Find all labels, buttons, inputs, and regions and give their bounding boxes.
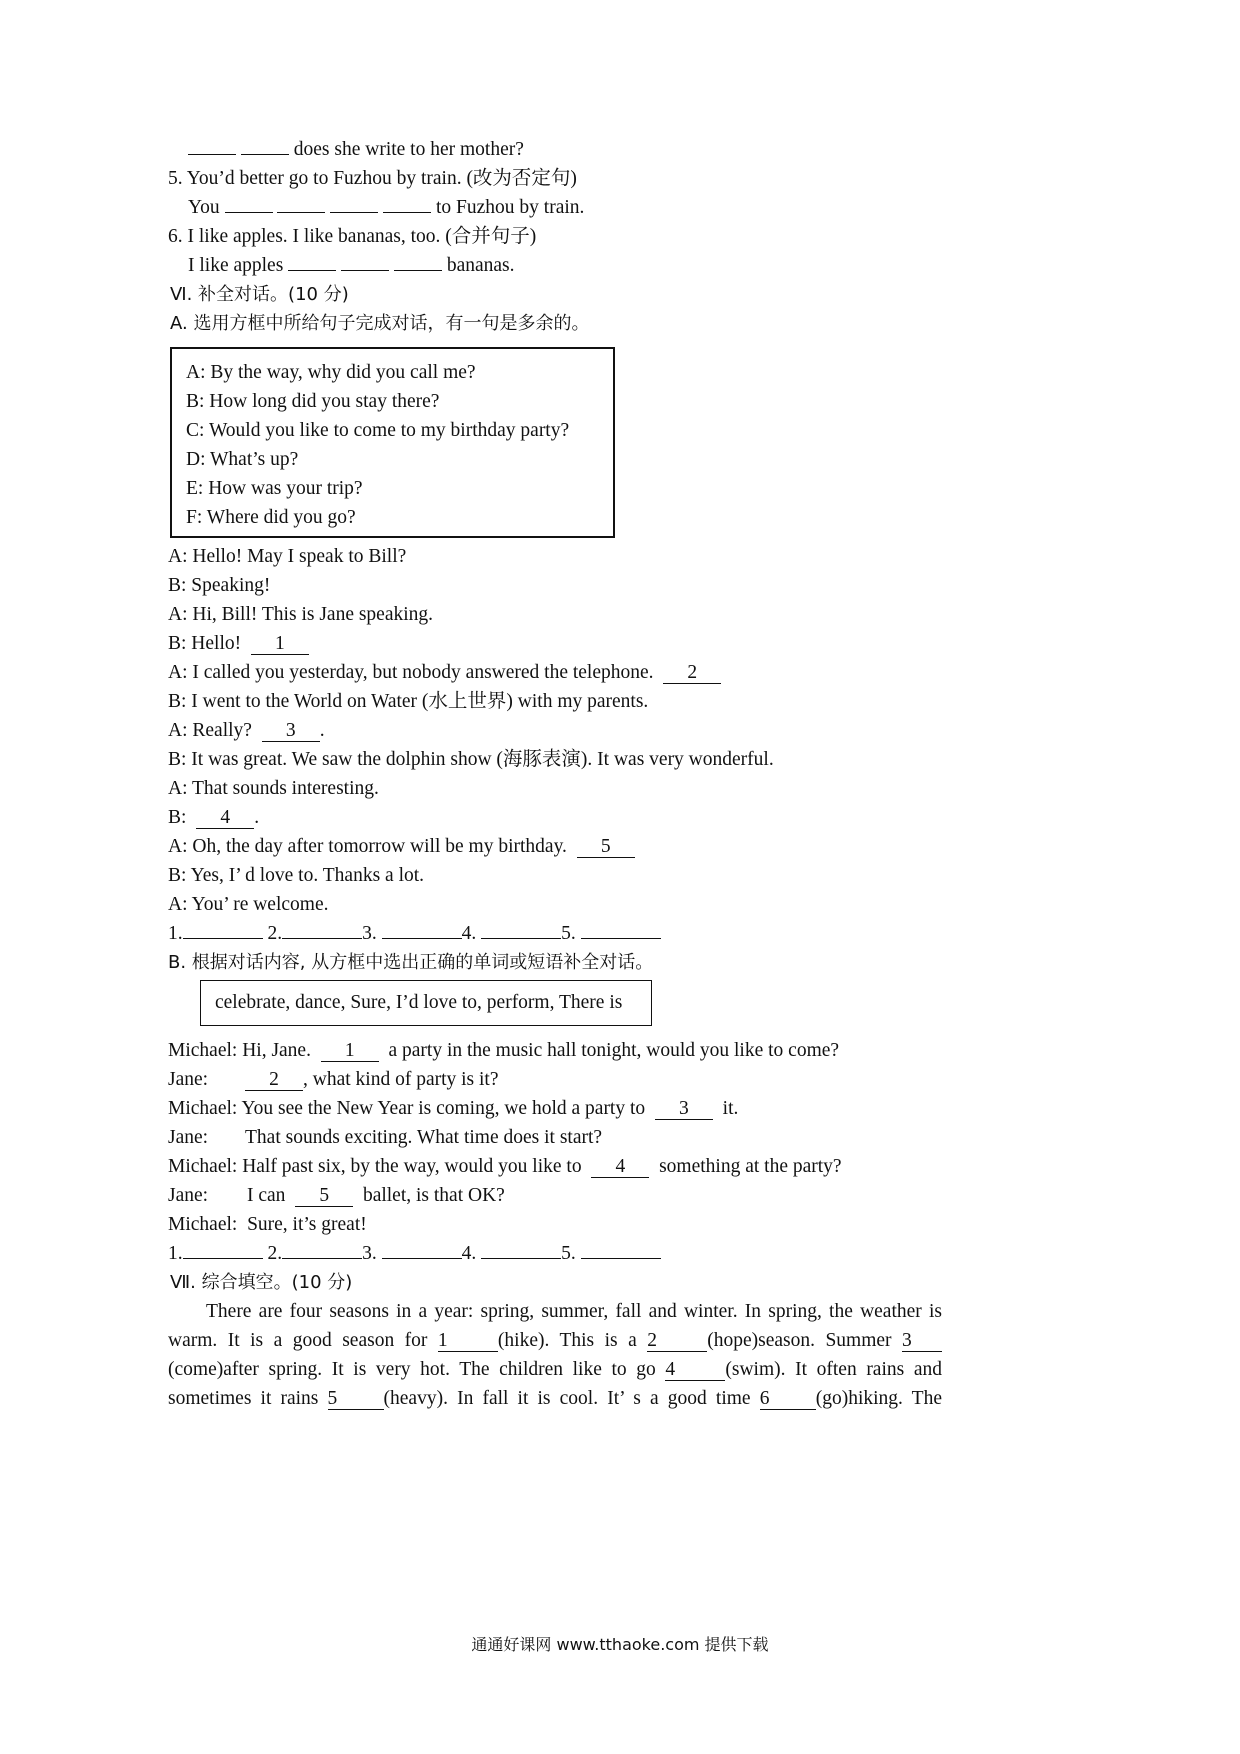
blank-b3: 3	[655, 1099, 713, 1120]
word-box-text: celebrate, dance, Sure, I’d love to, perform, There is	[215, 992, 623, 1013]
dialog-b-line-2: Jane:	[168, 1069, 209, 1090]
dialog-b-line-7: Michael: Sure, it’s great!	[168, 1214, 367, 1235]
passage-blank-3: 3	[902, 1331, 942, 1352]
dialog-b-line-1: Michael: Hi, Jane. 1 a party in the music hall tonight, would you like to come?	[168, 1040, 840, 1061]
passage-blank-5: 5	[328, 1389, 384, 1410]
blank-1: 1	[251, 634, 309, 655]
passage-blank-2: 2	[647, 1331, 707, 1352]
dialog-a-line-2: B: Speaking!	[168, 575, 271, 596]
q6-answer-line: I like apples bananas.	[188, 255, 515, 276]
dialog-b-line-4-text: That sounds exciting. What time does it start?	[245, 1127, 603, 1148]
option-a: A: By the way, why did you call me?	[186, 362, 476, 383]
passage-blank-6: 6	[760, 1389, 816, 1410]
blank-b4: 4	[591, 1157, 649, 1178]
dialog-b-line-4: Jane:	[168, 1127, 209, 1148]
dialog-a-line-10: B: 4 .	[168, 807, 260, 828]
dialog-a-line-6: B: I went to the World on Water (水上世界) with my parents.	[168, 691, 649, 712]
blank-b1: 1	[321, 1041, 379, 1062]
option-e: E: How was your trip?	[186, 478, 363, 499]
dialog-b-line-5: Michael: Half past six, by the way, would you like to 4 something at the party?	[168, 1156, 842, 1177]
q4-line: does she write to her mother?	[188, 138, 524, 162]
option-d: D: What’s up?	[186, 449, 299, 470]
section-6-heading: Ⅵ. 补全对话。(10 分)	[170, 284, 349, 305]
dialog-a-line-5: A: I called you yesterday, but nobody answered the telephone. 2	[168, 661, 721, 685]
blank-3: 3	[262, 721, 320, 742]
part-a-instruction: A. 选用方框中所给句子完成对话，有一句是多余的。	[170, 313, 590, 334]
passage-blank-4: 4	[665, 1360, 725, 1381]
section-7-heading: Ⅶ. 综合填空。(10 分)	[170, 1272, 353, 1293]
dialog-a-line-1: A: Hello! May I speak to Bill?	[168, 546, 407, 567]
dialog-a-line-11: A: Oh, the day after tomorrow will be my birthday. 5	[168, 835, 635, 859]
passage-blank-1: 1	[438, 1331, 498, 1352]
blank-5: 5	[577, 837, 635, 858]
dialog-b-line-3: Michael: You see the New Year is coming, we hold a party to 3 it.	[168, 1098, 739, 1119]
dialog-a-line-3: A: Hi, Bill! This is Jane speaking.	[168, 604, 434, 625]
option-c: C: Would you like to come to my birthday party?	[186, 420, 570, 441]
dialog-b-line-6: Jane:	[168, 1185, 209, 1206]
option-f: F: Where did you go?	[186, 507, 356, 528]
answer-line-b: 1. 2. 3. 4. 5.	[168, 1242, 661, 1266]
q5-question: 5. You’d better go to Fuzhou by train. (改为否定句)	[168, 168, 577, 189]
footer-credit: 通通好课网 www.tthaoke.com 提供下载	[471, 1635, 769, 1654]
options-box	[170, 347, 615, 538]
blank-4: 4	[196, 808, 254, 829]
q6-question: 6. I like apples. I like bananas, too. (合并句子)	[168, 226, 537, 247]
blank-b2: 2	[245, 1070, 303, 1091]
part-b-instruction: B. 根据对话内容, 从方框中选出正确的单词或短语补全对话。	[168, 952, 654, 973]
dialog-a-line-9: A: That sounds interesting.	[168, 778, 379, 799]
blank-b5: 5	[295, 1186, 353, 1207]
passage-line-4: sometimes it rains 5 (heavy). In fall it is cool. It’ s a good time 6 (go)hiking. The	[168, 1388, 942, 1409]
dialog-b-line-2-text: 2 , what kind of party is it?	[245, 1068, 499, 1092]
passage-line-3: (come)after spring. It is very hot. The children like to go 4 (swim). It often rains and	[168, 1359, 942, 1380]
option-b: B: How long did you stay there?	[186, 391, 440, 412]
word-box	[200, 980, 652, 1026]
dialog-a-line-4: B: Hello! 1	[168, 632, 309, 656]
dialog-a-line-7: A: Really? 3 .	[168, 720, 325, 741]
dialog-a-line-12: B: Yes, I’ d love to. Thanks a lot.	[168, 865, 425, 886]
dialog-a-line-13: A: You’ re welcome.	[168, 894, 329, 915]
passage-line-1: There are four seasons in a year: spring, summer, fall and winter. In spring, the weather is	[206, 1301, 942, 1322]
dialog-b-line-6-text: I can 5 ballet, is that OK?	[247, 1185, 505, 1206]
answer-line-a: 1. 2. 3. 4. 5.	[168, 922, 661, 946]
q5-answer-line: You to Fuzhou by train.	[188, 197, 585, 218]
passage-line-2: warm. It is a good season for 1 (hike). This is a 2 (hope)season. Summer 3	[168, 1329, 942, 1353]
dialog-a-line-8: B: It was great. We saw the dolphin show (海豚表演). It was very wonderful.	[168, 749, 774, 770]
blank-2: 2	[663, 663, 721, 684]
